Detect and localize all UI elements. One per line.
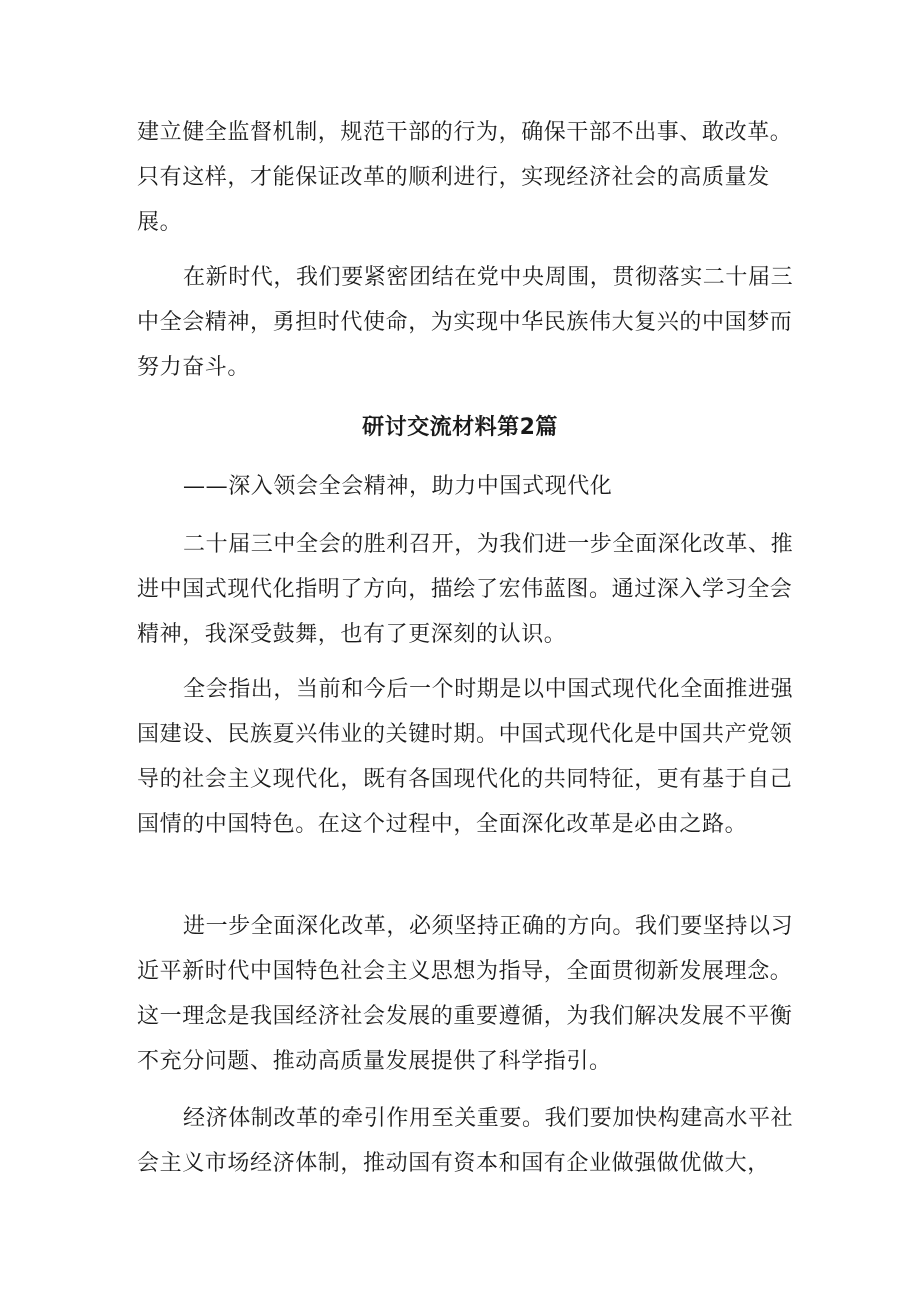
paragraph-intro: 二十届三中全会的胜利召开，为我们进一步全面深化改革、推进中国式现代化指明了方向，描绘了宏伟蓝图。通过深入学习全会精神，我深受鼓舞，也有了更深刻的认识。	[137, 532, 794, 647]
paragraph-economic-reform: 经济体制改革的牵引作用至关重要。我们要加快构建高水平社会主义市场经济体制，推动国有资本和国有企业做强做优做大，	[137, 1106, 794, 1176]
paragraph-modernization: 全会指出，当前和今后一个时期是以中国式现代化全面推进强国建设、民族夏兴伟业的关键时期。中国式现代化是中国共产党领导的社会主义现代化，既有各国现代化的共同特征，更有基于自己国情的中国特色。在这个过程中，全面深化改革是必由之路。	[137, 677, 794, 837]
paragraph-direction: 进一步全面深化改革，必须坚持正确的方向。我们要坚持以习近平新时代中国特色社会主义思想为指导，全面贯彻新发展理念。这一理念是我国经济社会发展的重要遵循，为我们解决发展不平衡不充分问题、推动高质量发展提供了科学指引。	[137, 914, 794, 1074]
section-subtitle: ——深入领会全会精神，助力中国式现代化	[183, 474, 613, 499]
paragraph-continued: 建立健全监督机制，规范干部的行为，确保干部不出事、敢改革。只有这样，才能保证改革的顺利进行，实现经济社会的高质量发展。	[137, 120, 793, 235]
section-title: 研讨交流材料第2篇	[362, 415, 558, 440]
paragraph-closing: 在新时代，我们要紧密团结在党中央周围，贯彻落实二十届三中全会精神，勇担时代使命，为实现中华民族伟大复兴的中国梦而努力奋斗。	[137, 265, 794, 380]
